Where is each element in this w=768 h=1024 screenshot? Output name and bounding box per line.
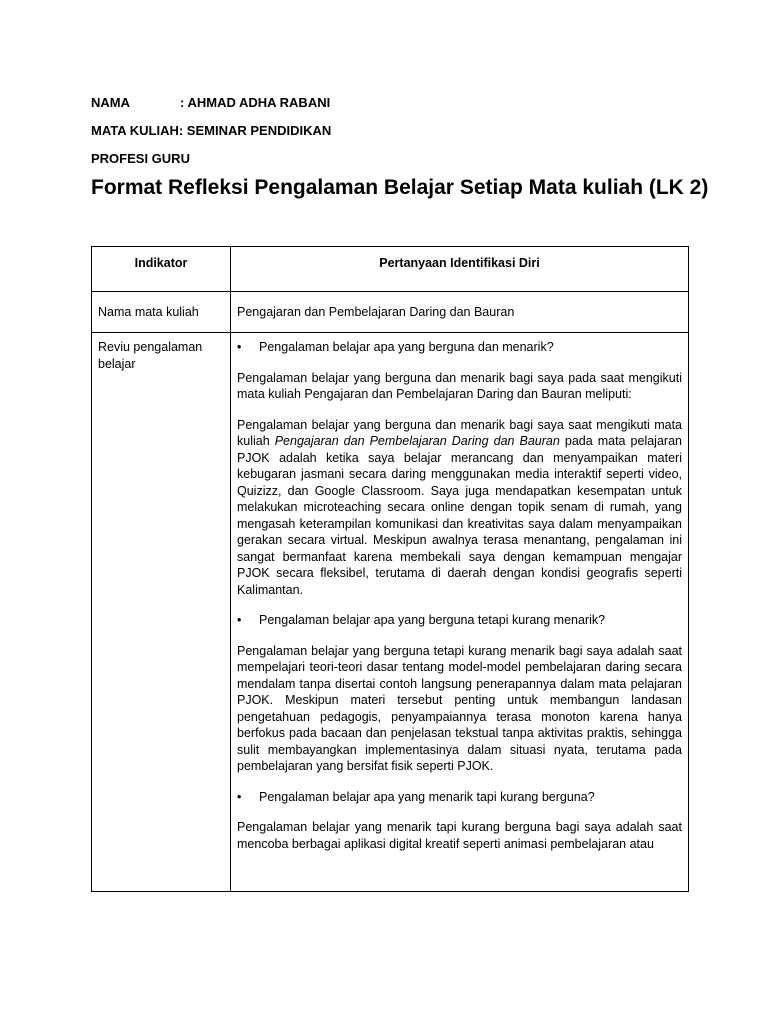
table-row xyxy=(92,292,689,333)
name-label: NAMA xyxy=(91,95,130,110)
bullet-icon: • xyxy=(237,613,242,627)
name-value: : AHMAD ADHA RABANI xyxy=(180,95,331,110)
question-item xyxy=(237,789,682,806)
header-indikator: Indikator xyxy=(92,247,231,292)
name-line xyxy=(91,95,331,110)
course-name-label: Nama mata kuliah xyxy=(92,292,231,333)
answer-paragraph: Pengalaman belajar yang berguna dan menarik bagi saya saat mengikuti mata kuliah Pengajaran dan Pembelajaran Daring dan Bauran pada mata pelajaran PJOK adalah ketika saya belajar merancang dan menyampaikan materi kebugaran jasmani secara daring menggunakan media interaktif seperti video, Quizizz, dan Google Classroom. Saya juga mendapatkan kesempatan untuk melakukan microteaching secara online dengan topik senam di rumah, yang mengasah keterampilan komunikasi dan kreativitas saya dalam menyampaikan gerakan secara virtual. Meskipun awalnya terasa menantang, pengalaman ini sangat bermanfaat karena membekali saya dengan kemampuan mengajar PJOK secara fleksibel, terutama di daerah dengan kondisi geografis seperti Kalimantan. xyxy=(237,417,682,597)
question-text: Pengalaman belajar apa yang berguna dan menarik? xyxy=(259,340,554,354)
answer-paragraph: Pengalaman belajar yang berguna tetapi kurang menarik bagi saya adalah saat mempelajari teori-teori dasar tentang model-model pembelajaran daring secara mendalam tanpa disertai contoh langsung penerapannya dalam mata pelajaran PJOK. Meskipun materi tersebut penting untuk membangun landasan pengetahuan pedagogis, penyampaiannya terasa monoton karena hanya berfokus pada bacaan dan penjelasan tekstual tanpa aktivitas praktis, sehingga sulit membayangkan implementasinya dalam situasi nyata, terutama pada pembelajaran yang bersifat fisik seperti PJOK. xyxy=(237,643,682,773)
review-content xyxy=(231,333,689,892)
reflection-table xyxy=(91,246,689,892)
table-header-row xyxy=(92,247,689,292)
course-name-value: Pengajaran dan Pembelajaran Daring dan Bauran xyxy=(231,292,689,333)
question-text: Pengalaman belajar apa yang menarik tapi kurang berguna? xyxy=(259,789,595,804)
course-line: MATA KULIAH: SEMINAR PENDIDIKAN xyxy=(91,123,332,138)
review-label: Reviu pengalaman belajar xyxy=(92,333,231,892)
question-item xyxy=(237,612,682,629)
page-title: Format Refleksi Pengalaman Belajar Setiap Mata kuliah (LK 2) xyxy=(91,176,709,199)
question-item xyxy=(237,339,682,356)
bullet-icon: • xyxy=(237,789,242,804)
bullet-icon: • xyxy=(237,340,242,354)
answer-paragraph: Pengalaman belajar yang berguna dan menarik bagi saya pada saat mengikuti mata kuliah Pengajaran dan Pembelajaran Daring dan Bauran meliputi: xyxy=(237,370,682,401)
profession-line: PROFESI GURU xyxy=(91,151,190,166)
header-pertanyaan: Pertanyaan Identifikasi Diri xyxy=(231,247,689,292)
table-row xyxy=(92,333,689,892)
question-text: Pengalaman belajar apa yang berguna tetapi kurang menarik? xyxy=(259,613,606,627)
answer-paragraph: Pengalaman belajar yang menarik tapi kurang berguna bagi saya adalah saat mencoba berbagai aplikasi digital kreatif seperti animasi pembelajaran atau xyxy=(237,820,682,851)
